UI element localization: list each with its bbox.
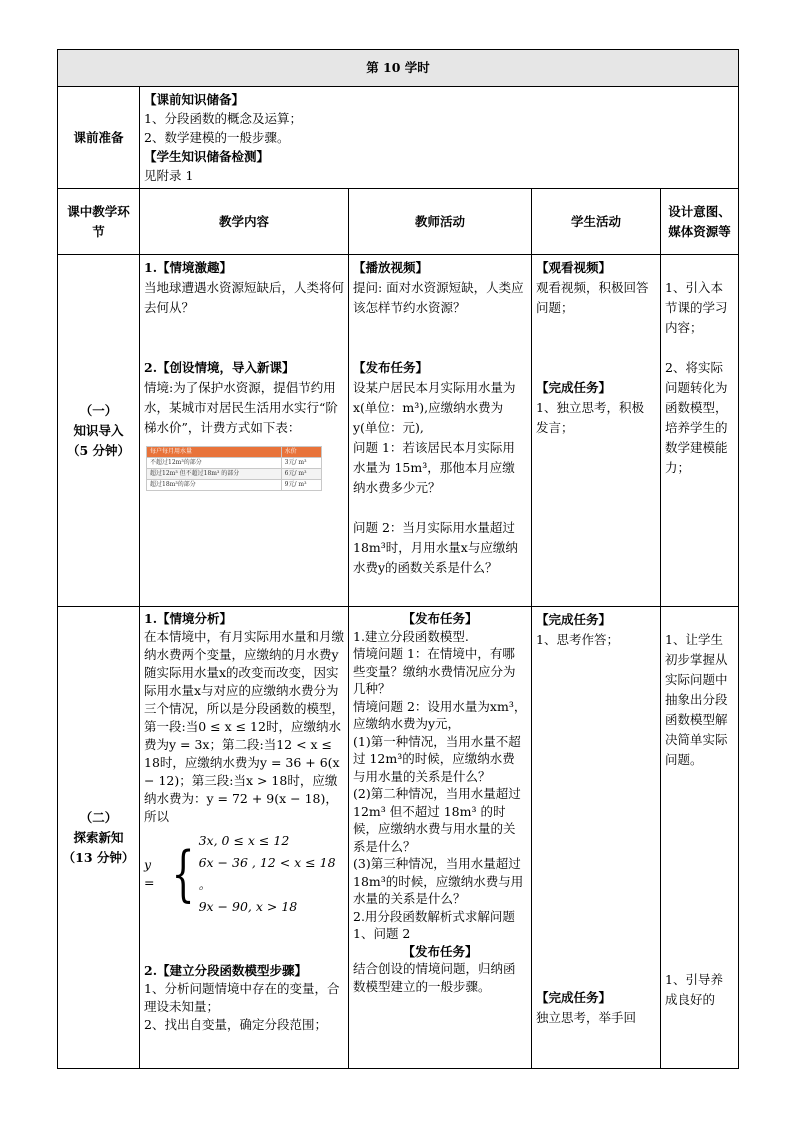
section1-label (58, 255, 140, 607)
section2-content-heading: 1.【情境分析】 (144, 611, 233, 626)
section2-student-text: 1、思考作答； (536, 632, 619, 647)
prep-line: 见附录 1 (144, 168, 194, 183)
page-title: 第 10 学时 (58, 50, 739, 87)
water-price-header (147, 447, 322, 458)
table-row (147, 458, 322, 469)
formula-lhs: y = (144, 857, 155, 890)
title-row (58, 50, 739, 87)
formula-row: 6x − 36 , 12 < x ≤ 18 。 (198, 855, 336, 892)
section2-content-heading: 2.【建立分段函数模型步骤】 (144, 963, 308, 978)
formula-rows (199, 830, 344, 918)
section2-design-text: 1、引导养成良好的 (665, 972, 723, 1007)
section1-design-text: 2、将实际问题转化为函数模型，培养学生的数学建模能力； (665, 360, 728, 475)
water-price-header-cell: 水价 (281, 447, 321, 458)
water-price-cell: 不超过12m³的部分 (147, 458, 282, 469)
section1-label-line: （一） (79, 402, 118, 418)
section2-content-text: 在本情境中，有月实际用水量和月缴纳水费两个变量，应缴纳的月水费y随实际用水量x的改变而改变，因实际用水量x与对应的应缴纳水费分为三个情况，所以是分段函数的模型，第一段:当0 ≤ x ≤ 12时，应缴纳水费为y = 3x；第二段:当12 < x ≤ 18时，应缴纳水费为y = 36 + 6(x − 12)；第三段:当x > 18时，应缴纳水费为：y = 72 + 9(x − 18)，所以 (144, 629, 345, 824)
piecewise-formula (144, 830, 344, 918)
section2-teacher-text: 2.用分段函数解析式求解问题 1、问题 2 (353, 908, 515, 941)
section2-teacher-heading: 【发布任务】 (402, 611, 478, 626)
section1-content-heading: 2.【创设情境，导入新课】 (144, 360, 295, 375)
brace-symbol: { (172, 839, 195, 909)
section1-student-heading: 【完成任务】 (536, 380, 612, 395)
prep-line: 【学生知识储备检测】 (144, 149, 270, 164)
section2-content (140, 607, 349, 1069)
water-price-cell: 9元/ m³ (281, 480, 321, 491)
header-student: 学生活动 (532, 189, 661, 255)
water-price-cell: 超过12m³ 但不超过18m³ 的部分 (147, 469, 282, 480)
section2-teacher-text: (1)第一种情况，当用水量不超过 12m³的时候，应缴纳水费与用水量的关系是什么？ (353, 733, 521, 784)
section2-teacher (349, 607, 532, 1069)
prep-line: 2、数学建模的一般步骤。 (144, 130, 290, 145)
section2-student-heading: 【完成任务】 (536, 990, 612, 1005)
section2-teacher-heading: 【发布任务】 (402, 943, 478, 959)
prep-content (140, 87, 739, 189)
prep-line: 【课前知识储备】 (144, 92, 245, 107)
section1-design-text: 1、引入本节课的学习内容； (665, 280, 728, 335)
section1-student-text: 观看视频，积极回答问题； (536, 280, 649, 315)
formula-row: 9x − 90, x > 18 (198, 899, 298, 914)
section1-student-text: 1、独立思考，积极发言； (536, 400, 644, 435)
prep-line: 1、分段函数的概念及运算； (144, 111, 302, 126)
section1-student (532, 255, 661, 607)
section2-teacher-text: (3)第三种情况，当用水量超过 18m³的时候，应缴纳水费与用水量的关系是什么？ (353, 856, 524, 906)
header-stage: 课中教学环节 (58, 189, 140, 255)
section2-label-line: （二） (79, 809, 118, 825)
section1-content-text: 情境:为了保护水资源，提倡节约用水，某城市对居民生活用水实行“阶梯水价”，计费方式如下表： (144, 380, 338, 435)
section1-label-line: （5 分钟） (66, 442, 131, 458)
section2-row (58, 607, 739, 1069)
formula-row: 3x, 0 ≤ x ≤ 12 (198, 833, 290, 848)
water-price-cell: 3元/ m³ (281, 458, 321, 469)
table-row (147, 469, 322, 480)
section2-label (58, 607, 140, 1069)
section2-content-text: 1、分析问题情境中存在的变量，合理设未知量； (144, 981, 340, 1014)
section1-label-line: 知识导入 (73, 422, 124, 438)
prep-row (58, 87, 739, 189)
section1-teacher-text: 问题 2：当月实际用水量超过 18m³时，月用水量x与应缴纳水费y的函数关系是什么？ (353, 520, 518, 575)
water-price-table (146, 446, 322, 491)
prep-label: 课前准备 (58, 87, 140, 189)
section2-design (661, 607, 739, 1069)
section1-teacher-heading: 【发布任务】 (353, 360, 429, 375)
header-content: 教学内容 (140, 189, 349, 255)
section2-student-text: 独立思考，举手回 (536, 1010, 637, 1025)
header-row (58, 189, 739, 255)
section2-teacher-text: 情境问题 2：设用水量为xm³，应缴纳水费为y元， (353, 698, 527, 731)
section2-student-heading: 【完成任务】 (536, 612, 612, 627)
section1-teacher-text: 提问: 面对水资源短缺，人类应该怎样节约水资源？ (353, 280, 524, 315)
water-price-cell: 6元/ m³ (281, 469, 321, 480)
section1-content-text: 当地球遭遇水资源短缺后，人类将何去何从？ (144, 280, 345, 315)
table-row (147, 480, 322, 491)
section1-design (661, 255, 739, 607)
section1-row (58, 255, 739, 607)
section2-content-text: 2、找出自变量，确定分段范围； (144, 1017, 327, 1032)
section2-teacher-text: 1.建立分段函数模型. (353, 628, 469, 644)
lesson-plan-table (57, 49, 739, 1069)
water-price-cell: 超过18m³的部分 (147, 480, 282, 491)
section2-label-line: （13 分钟） (62, 849, 135, 865)
header-teacher: 教师活动 (349, 189, 532, 255)
section2-teacher-text: 情境问题 1：在情境中，有哪些变量？缴纳水费情况应分为几种？ (353, 646, 516, 696)
water-price-header-cell: 每户每月用水量 (147, 447, 282, 458)
section2-student (532, 607, 661, 1069)
section1-student-heading: 【观看视频】 (536, 260, 612, 275)
section2-teacher-text: (2)第二种情况，当用水量超过 12m³ 但不超过 18m³ 的时候，应缴纳水费与用水量的关系是什么？ (353, 786, 521, 854)
section1-teacher (349, 255, 532, 607)
section2-teacher-text: 结合创设的情境问题，归纳函数模型建立的一般步骤。 (353, 961, 516, 994)
section2-label-line: 探索新知 (73, 829, 124, 845)
section1-teacher-heading: 【播放视频】 (353, 260, 429, 275)
section1-teacher-text: 问题 1：若该居民本月实际用水量为 15m³，那他本月应缴纳水费多少元？ (353, 440, 515, 495)
section1-content (140, 255, 349, 607)
section2-design-text: 1、让学生初步掌握从实际问题中抽象出分段函数模型解决简单实际问题。 (665, 632, 728, 767)
section1-teacher-text: 设某户居民本月实际用水量为x(单位：m³),应缴纳水费为y(单位：元), (353, 380, 516, 435)
header-design: 设计意图、媒体资源等 (661, 189, 739, 255)
section1-content-heading: 1.【情境激趣】 (144, 260, 233, 275)
